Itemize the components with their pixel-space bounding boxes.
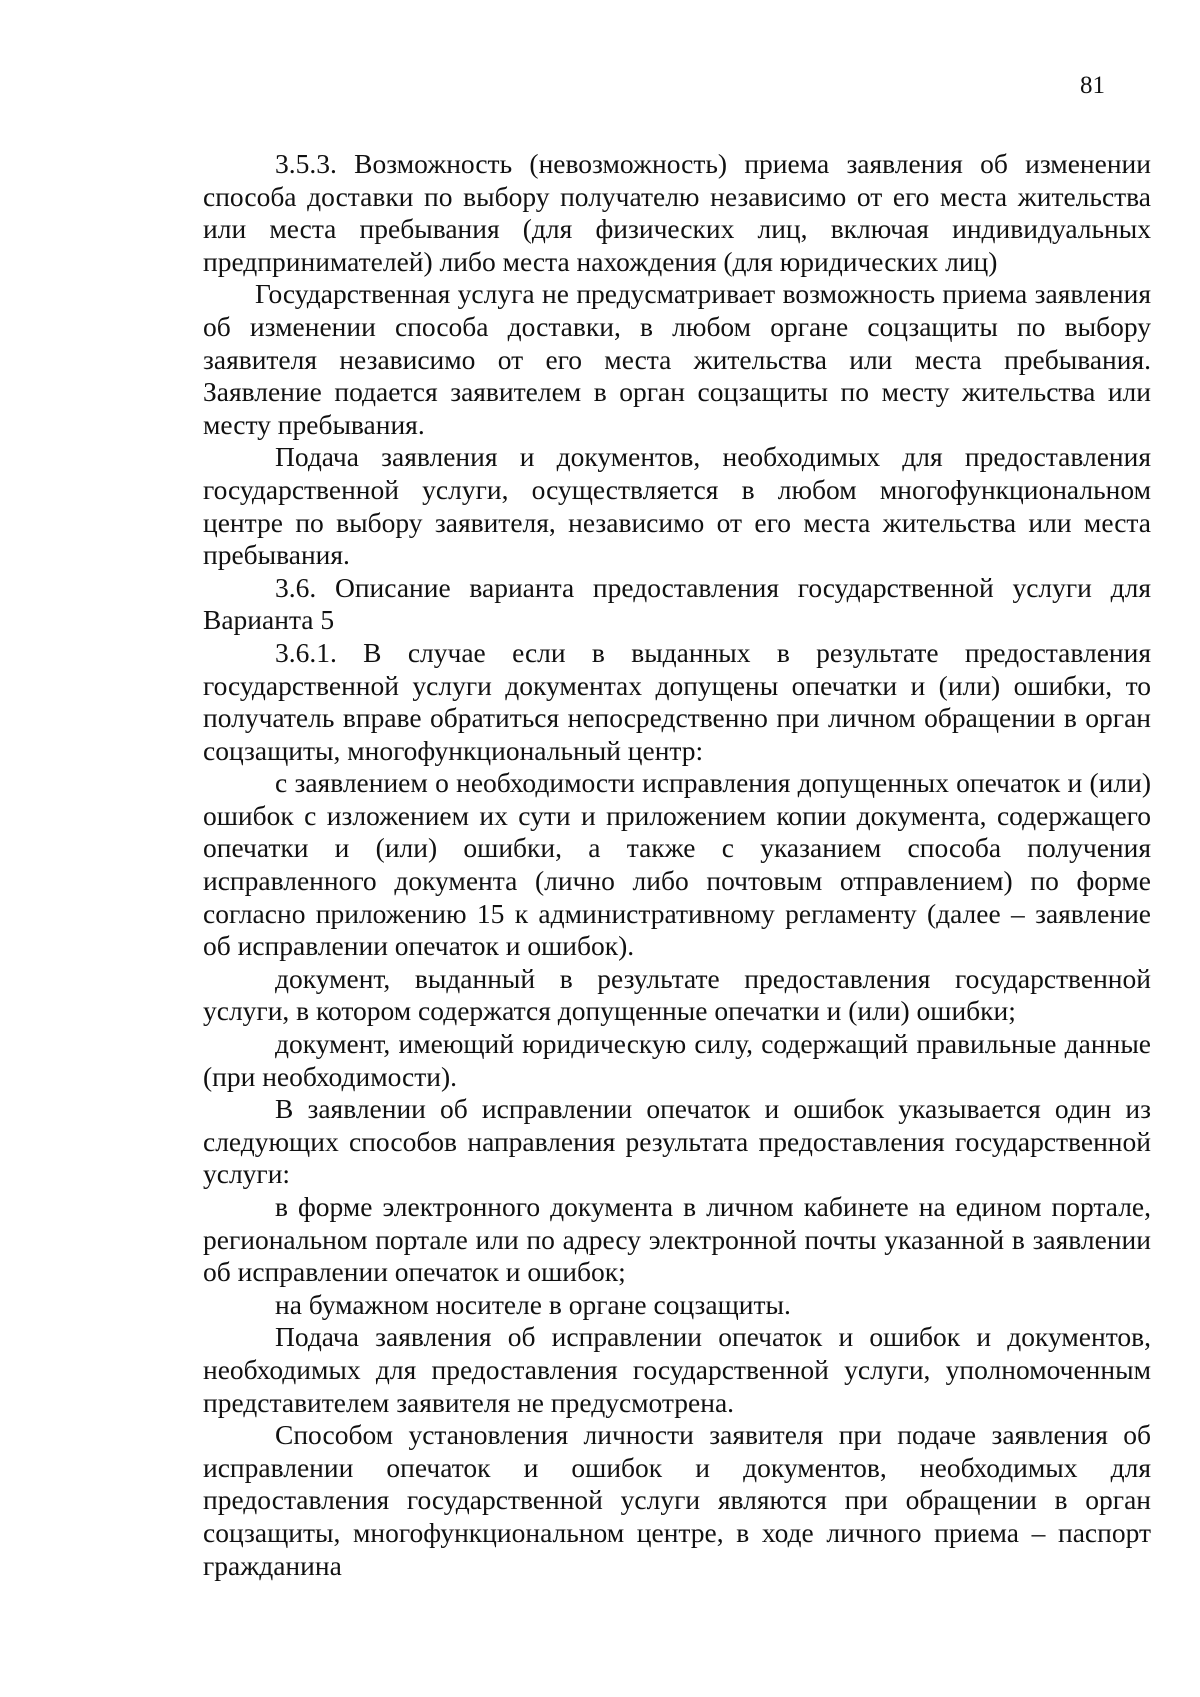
paragraph-issued-document: документ, выданный в результате предоставления государственной услуги, в котором содержатся допущенные опечатки и (или) ошибки; (203, 962, 1151, 1027)
paragraph-paper-form: на бумажном носителе в органе соцзащиты. (275, 1288, 791, 1320)
paragraph-correction-application: с заявлением о необходимости исправления допущенных опечаток и (или) ошибок с изложением их сути и приложением копии документа, содержащего опечатки и (или) ошибки, а также с указанием способа получения исправленного документа (лично либо почтовым отправлением) по форме согласно приложению 15 к административному регламенту (далее – заявление об исправлении опечаток и ошибок). (203, 767, 1151, 962)
paragraph-3-6-1: 3.6.1. В случае если в выданных в результате предоставления государственной услуги документах допущены опечатки и (или) ошибки, то получатель вправе обратиться непосредственно при личном обращении в орган соцзащиты, многофункциональный центр: (203, 636, 1151, 766)
paragraph-representative-not-provided: Подача заявления об исправлении опечаток и ошибок и документов, необходимых для предоставления государственной услуги, уполномоченным представителем заявителя не предусмотрена. (203, 1321, 1151, 1418)
paragraph-electronic-form: в форме электронного документа в личном кабинете на едином портале, региональном портале или по адресу электронной почты указанной в заявлении об исправлении опечаток и ошибок; (203, 1191, 1151, 1288)
document-body (203, 148, 1151, 1582)
paragraph-delivery-methods: В заявлении об исправлении опечаток и ошибок указывается один из следующих способов направления результата предоставления государственной услуги: (203, 1093, 1151, 1190)
paragraph-no-reception-possibility: Государственная услуга не предусматривает возможность приема заявления об изменении способа доставки, в любом органе соцзащиты по выбору заявителя независимо от его места жительства или места пребывания. Заявление подается заявителем в орган соцзащиты по месту жительства или месту пребывания. (203, 278, 1151, 440)
paragraph-legal-document: документ, имеющий юридическую силу, содержащий правильные данные (при необходимости). (203, 1028, 1151, 1092)
paragraph-identity-verification: Способом установления личности заявителя при подаче заявления об исправлении опечаток и ошибок и документов, необходимых для предоставления государственной услуги являются при обращении в орган соцзащиты, многофункциональном центре, в ходе личного приема – паспорт гражданина (203, 1419, 1151, 1581)
paragraph-mfc-submission: Подача заявления и документов, необходимых для предоставления государственной услуги, осуществляется в любом многофункциональном центре по выбору заявителя, независимо от его места жительства или места пребывания. (203, 441, 1151, 571)
paragraph-3-6-heading: 3.6. Описание варианта предоставления государственной услуги для Варианта 5 (203, 571, 1151, 636)
paragraph-3-5-3-heading: 3.5.3. Возможность (невозможность) приема заявления об изменении способа доставки по выбору получателю независимо от его места жительства или места пребывания (для физических лиц, включая индивидуальных предпринимателей) либо места нахождения (для юридических лиц) (203, 148, 1151, 277)
page-number: 81 (1080, 72, 1105, 99)
